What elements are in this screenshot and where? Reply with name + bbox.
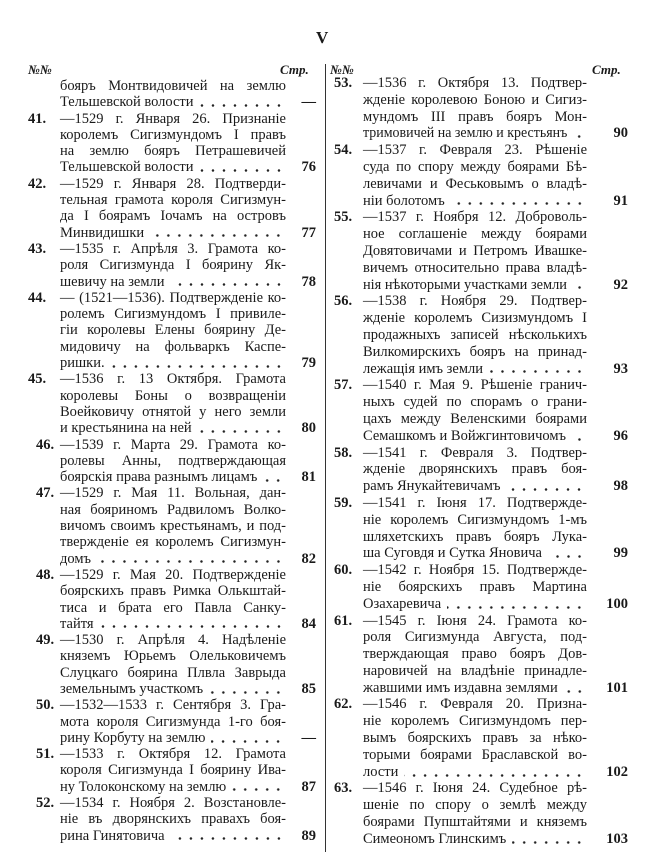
entry-line [28,485,286,501]
entry-text: вичомъ своимъ крестьянамъ, и под- [60,518,286,535]
entry-text: и крестьянина на ней [60,420,192,437]
entry-line [334,411,587,428]
entry-text: —1536 г. Октября 13. Подтвер- [363,75,587,91]
entry-line [334,696,587,713]
left-number-header: №№ [28,62,52,77]
toc-entry [334,377,628,444]
entry-text: левичами и Феськовымъ о владѣ- [363,175,587,192]
entry-text: ная бояриномъ Радвиломъ Волко- [60,501,286,518]
entry-line [334,226,587,243]
entry-number: 44. [28,289,47,306]
entry-number: 48. [36,566,55,583]
entry-text: —1539 г. Марта 29. Грамота ко- [60,436,286,453]
entry-number: 53. [334,75,353,91]
entry-text: на землю бояръ Петрашевичей [60,143,286,160]
entry-text: —1537 г. Ноября 12. Доброволь- [363,209,587,226]
entry-number: 46. [36,436,55,453]
entry-line [334,613,587,630]
entry-text: мидовичу на фольваркъ Каспе- [60,338,286,355]
entry-text: тайтя [60,615,94,632]
dot-leader [573,135,585,138]
entry-text: ну Толоконскому на землю [60,778,227,795]
toc-entry [334,142,628,209]
entry-text: —1535 г. Апрѣля 3. Грамота ко- [60,240,286,257]
dot-leader [111,365,284,368]
entry-text: —1541 г. Іюня 17. Подтвержде- [363,494,587,511]
entry-number: 52. [36,795,55,812]
entry-line [334,512,587,529]
entry-number: 61. [334,612,353,629]
page-number: 99 [613,545,628,562]
entry-text: —1536 г. 13 Октября. Грамота [60,371,286,388]
entry-line [28,388,286,404]
toc-entry [334,293,628,377]
entry-text: шевичу на земли [60,273,165,290]
page-number: 76 [301,159,316,176]
page-number: 91 [613,192,628,209]
entry-line [334,763,628,781]
entry-line [28,127,286,143]
entry-number: 57. [334,377,353,394]
entry-text: ролевы Анны, подтверждающая [60,452,286,469]
entry-text: Озахаревича [363,595,442,612]
page-roman-numeral: V [316,28,329,47]
entry-text: —1546 г. Іюня 24. Судебное рѣ- [363,780,587,797]
entry-text: Семашкомъ и Войжгинтовичомъ [363,427,567,444]
entry-text: гіи королевы Елены боярину Де- [60,322,286,339]
entry-text: боярскихъ правъ Римка Олькштай- [60,583,286,600]
page-number: 90 [613,125,628,142]
page-number: 89 [301,827,316,844]
dot-leader [451,202,585,205]
entry-text: шеніе по спору о землѣ между [363,797,587,814]
entry-line [334,445,587,462]
entry-text: —1529 г. Января 28. Подтверди- [60,175,286,192]
entry-number: 50. [36,697,55,714]
entry-text: ришки. [60,355,105,372]
toc-entry [28,567,316,632]
entry-text: —1541 г. Февраля 3. Подтвер- [363,444,587,461]
entry-text: мундомъ III правъ бояръ Мон- [363,108,587,125]
page-number: 92 [613,276,628,293]
entry-text: жавшими имъ издавна землями [363,679,558,696]
entry-text: Вилкомирскихъ бояръ на принад- [363,343,587,360]
toc-entry [334,209,628,293]
toc-entry [28,176,316,241]
dot-leader [564,690,585,693]
entry-line [28,306,286,322]
entry-number: 51. [36,746,55,763]
entry-number: 47. [36,485,55,502]
entry-text: вымъ боярскихъ правъ за нѣко- [363,730,587,747]
entry-line [334,797,587,814]
entry-text: Тельшевской волости [60,159,194,176]
entry-text: роля Сигизмунда Августа, под- [363,629,587,646]
entry-line [334,629,587,646]
entry-line [28,827,316,844]
entry-text: ніи болотомъ [363,192,445,209]
page-number: 103 [606,830,628,847]
entry-line [28,665,286,681]
entry-line [334,730,587,747]
entry-line [28,615,316,632]
page-number: 79 [301,355,316,372]
right-column [334,75,628,848]
entry-line [334,646,587,663]
entry-text: ша Суговдя и Сутка Яновича [363,545,542,562]
dot-leader [200,169,284,172]
entry-line [334,344,587,361]
entry-line [28,437,286,453]
page-number: 87 [301,778,316,795]
entry-line [334,562,587,579]
entry-number: 54. [334,142,353,159]
entry-text: —1545 г. Іюня 24. Грамота ко- [363,612,587,629]
entry-line [28,534,286,550]
right-number-header: №№ [330,62,354,77]
page-number: 82 [301,550,316,567]
entry-text: рину Корбуту на землю [60,729,206,746]
entry-line [334,495,587,512]
entry-line [334,192,628,210]
entry-line [28,600,286,616]
entry-text: тримовичей на землю и крестьянъ [363,125,568,142]
toc-entry [28,111,316,176]
left-column [28,78,316,844]
entry-line [334,377,587,394]
entry-text: рина Гинятовича [60,827,165,844]
entry-text: —1530 г. Апрѣля 4. Надѣленіе [60,632,286,649]
entry-line [28,192,286,208]
toc-entry [28,485,316,566]
entry-line [334,595,628,613]
toc-entry [28,632,316,697]
dot-leader [232,788,284,791]
entry-line [28,746,286,762]
dot-leader [97,560,284,563]
entry-text: жденіе дворянскихъ правъ боя- [363,461,587,478]
entry-number: 59. [334,494,353,511]
entry-number: 55. [334,209,353,226]
entry-text: ніе королемъ Сигизмундомъ пер- [363,713,587,730]
entry-line [334,92,587,109]
entry-line [334,747,587,764]
entry-text: Довятовичами и Петромъ Ивашке- [363,242,587,259]
dot-leader [150,234,284,237]
entry-line [334,529,587,546]
page-number: 102 [606,763,628,780]
entry-text: цахъ между Веленскими боярами [363,410,587,427]
toc-entry [28,241,316,290]
entry-text: бояръ Монтвидовичей на землю [60,78,286,94]
entry-number: 43. [28,240,47,257]
entry-text: ніе боярскихъ правъ Мартина [363,578,587,595]
dot-leader [171,283,284,286]
page-number: 93 [613,360,628,377]
entry-text: —1542 г. Ноября 15. Подтвержде- [363,562,587,579]
entry-text: —1534 г. Ноября 2. Возстановле- [60,795,286,812]
entry-line [28,78,286,94]
entry-text: —1540 г. Мая 9. Рѣшеніе гранич- [363,377,587,394]
entry-line [334,360,628,378]
entry-line [334,260,587,277]
dot-leader [489,370,585,373]
entry-line [28,502,286,518]
entry-line [28,355,316,372]
entry-line [28,143,286,159]
entry-line [28,632,286,648]
toc-entry [334,780,628,847]
entry-text: продажныхъ записей нѣсколькихъ [363,326,587,343]
entry-line [28,811,286,827]
entry-line [28,322,286,338]
entry-number: 41. [28,110,47,127]
page-number: 98 [613,478,628,495]
entry-line [334,125,628,142]
dot-leader [171,837,284,840]
entry-number: 60. [334,562,353,579]
entry-line [334,713,587,730]
entry-text: рамъ Янукайтевичамъ [363,478,501,495]
entry-line [334,327,587,344]
entry-line [28,371,286,387]
page-number: — [301,94,316,111]
entry-line [334,545,628,562]
entry-line [334,276,628,294]
entry-number: 56. [334,293,353,310]
entry-text: —1533 г. Октября 12. Грамота [60,746,286,763]
column-divider [325,64,326,852]
entry-text: Минвидишки [60,224,145,241]
entry-number: 49. [36,632,55,649]
entry-number: 58. [334,444,353,461]
entry-line [28,648,286,664]
entry-text: земельнымъ участкомъ [60,680,204,697]
entry-text: вичемъ относительно права владѣ- [363,259,587,276]
toc-entry [334,562,628,612]
dot-leader [512,841,585,844]
page-number: 81 [301,469,316,486]
entry-text: суда по спору между боярами Бѣ- [363,158,587,175]
entry-text: королемъ Сигизмундомъ I правъ [60,126,286,143]
entry-line [334,579,587,596]
entry-line [334,679,628,697]
entry-line [28,257,286,273]
entry-line [28,550,316,567]
entry-line [28,567,286,583]
entry-line [28,176,286,192]
entry-text: ное соглашеніе между боярами [363,226,587,243]
page-number: 78 [301,273,316,290]
entry-number: 63. [334,780,353,797]
dot-leader [211,740,284,743]
entry-line [334,176,587,193]
entry-line [28,778,316,795]
entry-line [28,729,316,746]
entry-line [28,224,316,241]
page-number: 80 [301,420,316,437]
entry-line [28,680,316,697]
toc-entry [28,795,316,844]
entry-line [28,241,286,257]
dot-leader [200,104,284,107]
entry-text: —1529 г. Мая 20. Подтвержденіе [60,566,286,583]
dot-leader [100,625,284,628]
entry-line [334,310,587,327]
entry-line [334,461,587,478]
dot-leader [573,286,585,289]
entry-text: Симеономъ Глинскимъ [363,830,507,847]
page-number: — [301,729,316,746]
entry-line [28,273,316,290]
entry-line [28,404,286,420]
entry-text: ніе королемъ Сигизмундомъ 1-мъ [363,511,587,528]
entry-text: короля Сигизмунда I боярину Ива- [60,762,286,779]
entry-text: —1546 г. Февраля 20. Призна- [363,696,587,713]
dot-leader [404,774,585,777]
entry-line [334,142,587,159]
entry-text: Слуцкаго боярина Плвла Заврыда [60,664,286,681]
entry-text: ролемъ Сигизмундомъ I привиле- [60,306,286,323]
entry-line [334,394,587,411]
entry-line [28,583,286,599]
toc-entry [334,696,628,780]
entry-text: лежащія имъ земли [363,360,484,377]
toc-entry [334,613,628,697]
dot-leader [506,488,585,491]
entry-text: тиса и брата его Павла Санку- [60,599,286,616]
entry-line [28,697,286,713]
page-number: 101 [606,679,628,696]
entry-text: —1537 г. Февраля 23. Рѣшеніе [363,142,587,159]
toc-entry [28,290,316,371]
toc-entry [28,746,316,795]
entry-text: королевы Боны о возвращеніи [60,387,286,404]
entry-line [334,243,587,260]
entry-line [334,814,587,831]
dot-leader [548,555,585,558]
entry-text: мота короля Сигизмунда 1-го боя- [60,713,286,730]
entry-text: домъ [60,550,92,567]
entry-line [334,478,628,495]
entry-line [28,94,316,111]
entry-line [28,469,316,486]
dot-leader [447,606,585,609]
entry-text: боярскія права разнымъ лицамъ [60,469,258,486]
entry-line [334,75,587,92]
entry-line [28,453,286,469]
entry-line [334,830,628,848]
entry-line [28,339,286,355]
entry-text: Тельшевской волости [60,94,194,111]
entry-line [28,714,286,730]
entry-text: —1529 г. Января 26. Признаніе [60,110,286,127]
entry-number: 45. [28,371,47,388]
entry-text: лости [363,763,399,780]
entry-line [334,159,587,176]
entry-line [28,290,286,306]
entry-text: твержденіе ея королемъ Сигизмун- [60,534,286,551]
entry-line [334,293,587,310]
entry-line [28,795,286,811]
entry-line [334,427,628,445]
toc-entry [334,445,628,495]
entry-text: —1529 г. Мая 11. Вольная, дан- [60,485,286,502]
page-number: 100 [606,595,628,612]
entry-line [28,762,286,778]
page-number: 96 [613,427,628,444]
toc-entry [334,495,628,562]
toc-entry [28,78,316,111]
toc-entry [28,697,316,746]
entry-text: Воейковичу отнятой у него земли [60,403,286,420]
entry-text: тельная грамота короля Сигизмун- [60,192,286,209]
entry-number: 62. [334,696,353,713]
entry-text: княземъ Юрьемъ Олельковичемъ [60,648,286,665]
entry-text: да I боярамъ Іочамъ на островъ [60,208,286,225]
entry-line [28,420,316,437]
entry-text: ніе въ дворянскихъ правахъ боя- [60,811,286,828]
right-page-header: Стр. [592,62,621,77]
entry-number: 42. [28,175,47,192]
entry-text: нія нѣкоторыми участками земли [363,276,567,293]
entry-text: торыми боярами Браславской во- [363,746,587,763]
entry-text: наровичей на владѣніе принадле- [363,662,587,679]
entry-line [28,518,286,534]
dot-leader [572,438,585,441]
page-number: 77 [301,224,316,241]
entry-text: роля Сигизмунда I боярину Як- [60,257,286,274]
entry-text: тверждающая право бояръ Дов- [363,646,587,663]
entry-text: шляхетскихъ правъ бояръ Лука- [363,528,587,545]
entry-line [334,663,587,680]
entry-text: —1532—1533 г. Сентября 3. Гра- [60,697,286,714]
dot-leader [209,691,284,694]
left-page-header: Стр. [280,62,309,77]
entry-line [334,780,587,797]
entry-text: ныхъ судей по спорамъ о грани- [363,394,587,411]
toc-entry [28,371,316,436]
entry-line [28,159,316,176]
page-number: 85 [301,680,316,697]
toc-entry [28,437,316,486]
entry-line [28,208,286,224]
entry-line [334,109,587,126]
dot-leader [198,430,284,433]
entry-text: жденіе королемъ Сизизмундомъ I [363,310,587,327]
entry-line [334,209,587,226]
entry-text: — (1521—1536). Подтвержденіе ко- [60,289,286,306]
dot-leader [263,479,284,482]
entry-line [28,111,286,127]
entry-text: жденіе королевою Боною и Сигиз- [363,91,587,108]
toc-entry [334,75,628,142]
page-number: 84 [301,615,316,632]
entry-text: боярами Пупштайтями и княземъ [363,814,587,831]
entry-text: —1538 г. Ноября 29. Подтвер- [363,293,587,310]
